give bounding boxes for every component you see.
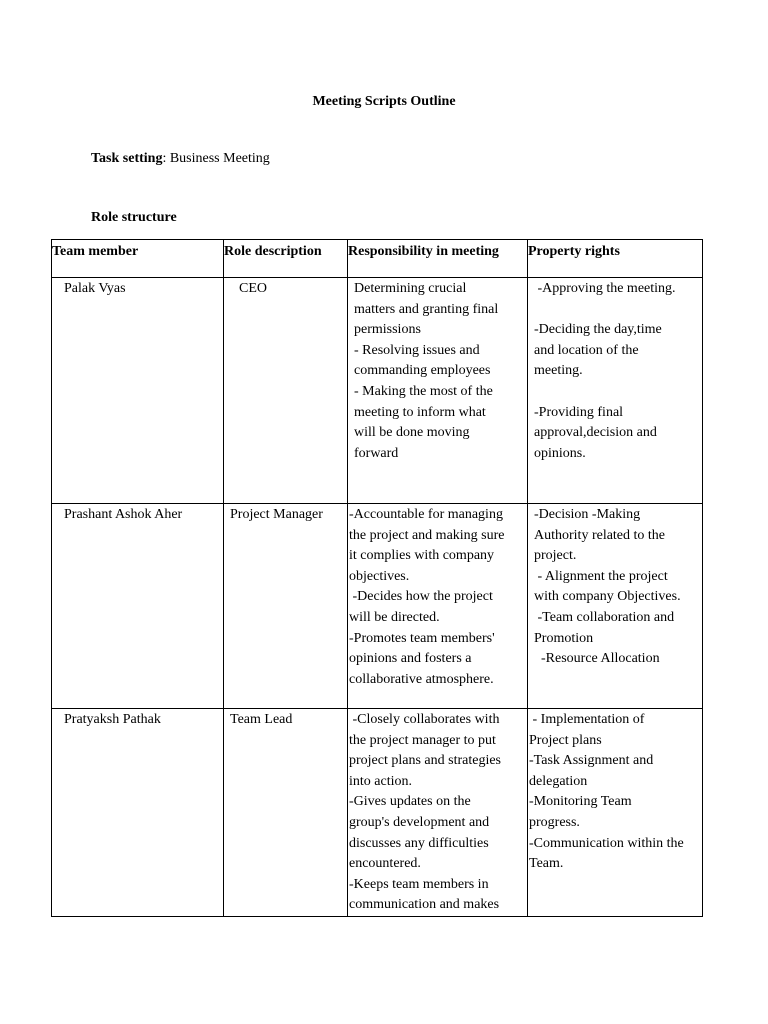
cell-role-description: Project Manager xyxy=(224,504,348,709)
cell-text-line: the project manager to put xyxy=(349,732,496,748)
cell-responsibility xyxy=(348,278,528,504)
cell-text-line: group's development and xyxy=(349,814,490,830)
cell-responsibility xyxy=(348,709,528,917)
cell-property-rights xyxy=(528,504,703,709)
cell-text-line: - Implementation of xyxy=(529,712,645,727)
column-header-responsibility: Responsibility in meeting xyxy=(348,240,528,278)
cell-text-line: -Approving the meeting. xyxy=(534,281,676,296)
cell-text-line: meeting to inform what xyxy=(354,404,486,420)
cell-text-line: - Alignment the project xyxy=(534,568,668,584)
cell-team-member: Pratyaksh Pathak xyxy=(52,709,224,917)
cell-property-rights xyxy=(528,278,703,504)
cell-text-line: will be done moving xyxy=(354,425,470,441)
table-row xyxy=(52,709,703,917)
cell-text-line: -Closely collaborates with xyxy=(349,712,500,727)
cell-text-line: Determining crucial xyxy=(354,281,467,296)
cell-text-line: Project plans xyxy=(529,732,602,748)
cell-text-line: opinions. xyxy=(534,445,586,461)
cell-text-line: -Decides how the project xyxy=(349,589,493,605)
cell-text-line: project. xyxy=(534,548,577,564)
cell-text-line: -Decision -Making xyxy=(534,507,641,522)
page-title: Meeting Scripts Outline xyxy=(312,94,456,109)
cell-property-rights xyxy=(528,709,703,917)
cell-text-line: will be directed. xyxy=(349,609,440,625)
cell-team-member: Prashant Ashok Aher xyxy=(52,504,224,709)
cell-text-line: matters and granting final xyxy=(354,301,499,317)
cell-text-line xyxy=(534,382,702,403)
column-header-role-description: Role description xyxy=(224,240,348,278)
cell-text-line: into action. xyxy=(349,773,412,789)
cell-text-line: and location of the xyxy=(534,342,639,358)
table-row xyxy=(52,504,703,709)
table-header-row xyxy=(52,240,703,278)
cell-text-line: -Communication within the xyxy=(529,835,684,851)
cell-text-line: communication and makes xyxy=(349,897,500,913)
cell-text-line: -Team collaboration and xyxy=(534,609,675,625)
cell-text-line: Promotion xyxy=(534,630,594,646)
cell-text-line: Authority related to the xyxy=(534,527,666,543)
cell-responsibility xyxy=(348,504,528,709)
cell-text-line: - Resolving issues and xyxy=(354,342,480,358)
cell-text-line: Team. xyxy=(529,856,564,872)
cell-text-line: it complies with company xyxy=(349,548,495,564)
cell-text-line: delegation xyxy=(529,773,588,789)
cell-text-line: -Resource Allocation xyxy=(534,651,660,667)
cell-text-line: project plans and strategies xyxy=(349,753,502,769)
cell-text-line: encountered. xyxy=(349,856,421,872)
task-setting-value: : Business Meeting xyxy=(162,151,270,166)
cell-text-line: -Task Assignment and xyxy=(529,753,654,769)
cell-text-line: -Deciding the day,time xyxy=(534,322,662,338)
cell-text-line: discusses any difficulties xyxy=(349,835,489,851)
column-header-team-member: Team member xyxy=(52,240,224,278)
cell-text-line: commanding employees xyxy=(354,363,491,379)
cell-text-line: approval,decision and xyxy=(534,425,657,441)
cell-text-line: opinions and fosters a xyxy=(349,651,472,667)
cell-text-line: -Providing final xyxy=(534,404,624,420)
cell-text-line: -Promotes team members' xyxy=(349,630,495,646)
cell-text-line: the project and making sure xyxy=(349,527,505,543)
cell-text-line: -Accountable for managing xyxy=(349,507,503,522)
task-setting-label: Task setting xyxy=(91,151,163,166)
cell-text-line: - Making the most of the xyxy=(354,383,493,399)
column-header-property-rights: Property rights xyxy=(528,240,703,278)
cell-team-member: Palak Vyas xyxy=(52,278,224,504)
cell-text-line xyxy=(534,300,702,321)
cell-text-line: with company Objectives. xyxy=(534,589,681,605)
cell-text-line: forward xyxy=(354,445,399,461)
cell-role-description: Team Lead xyxy=(224,709,348,917)
section-heading-role-structure: Role structure xyxy=(91,210,177,225)
cell-role-description: CEO xyxy=(224,278,348,504)
role-structure-table xyxy=(51,239,703,917)
cell-text-line: -Monitoring Team xyxy=(529,794,632,810)
cell-text-line: -Gives updates on the xyxy=(349,794,471,810)
table-row xyxy=(52,278,703,504)
cell-text-line: meeting. xyxy=(534,363,583,379)
task-setting xyxy=(91,151,270,167)
cell-text-line: objectives. xyxy=(349,568,410,584)
cell-text-line: collaborative atmosphere. xyxy=(349,671,494,687)
cell-text-line: progress. xyxy=(529,814,580,830)
cell-text-line: permissions xyxy=(354,322,421,338)
cell-text-line: -Keeps team members in xyxy=(349,876,489,892)
